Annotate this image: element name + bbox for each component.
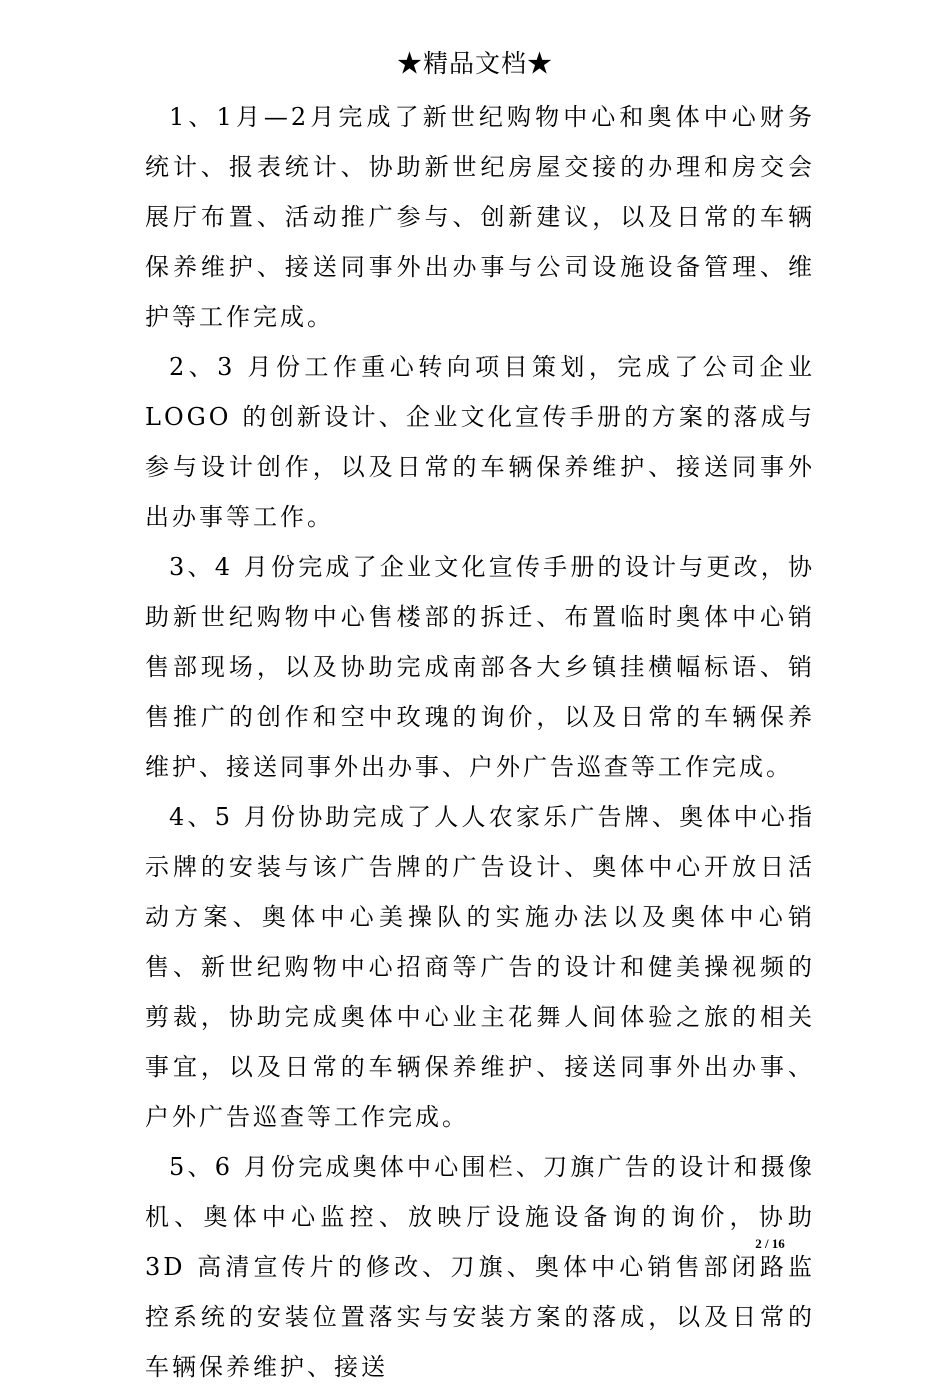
paragraph-1: 1、1月—2月完成了新世纪购物中心和奥体中心财务统计、报表统计、协助新世纪房屋交接的办理和房交会展厅布置、活动推广参与、创新建议，以及日常的车辆保养维护、接送同事外出办事与公司设施设备管理、维护等工作完成。 [145, 103, 815, 331]
paragraph-4: 4、5 月份协助完成了人人农家乐广告牌、奥体中心指示牌的安装与该广告牌的广告设计、奥体中心开放日活动方案、奥体中心美操队的实施办法以及奥体中心销售、新世纪购物中心招商等广告的设计和健美操视频的剪裁，协助完成奥体中心业主花舞人间体验之旅的相关事宜，以及日常的车辆保养维护、接送同事外出办事、户外广告巡查等工作完成。 [145, 803, 815, 1131]
paragraph-5: 5、6 月份完成奥体中心围栏、刀旗广告的设计和摄像机、奥体中心监控、放映厅设施设备询的询价，协助 3D 高清宣传片的修改、刀旗、奥体中心销售部闭路监控系统的安装位置落实与安装方案的落成，以及日常的车辆保养维护、接送 [145, 1153, 815, 1381]
document-body [145, 92, 815, 1392]
page-number: 2 / 16 [755, 1236, 785, 1251]
page-header: ★精品文档★ [396, 49, 553, 78]
paragraph-2: 2、3 月份工作重心转向项目策划，完成了公司企业 LOGO 的创新设计、企业文化宣传手册的方案的落成与参与设计创作，以及日常的车辆保养维护、接送同事外出办事等工作。 [145, 353, 815, 531]
paragraph-3: 3、4 月份完成了企业文化宣传手册的设计与更改，协助新世纪购物中心售楼部的拆迁、布置临时奥体中心销售部现场，以及协助完成南部各大乡镇挂横幅标语、销售推广的创作和空中玫瑰的询价，以及日常的车辆保养维护、接送同事外出办事、户外广告巡查等工作完成。 [145, 553, 815, 781]
